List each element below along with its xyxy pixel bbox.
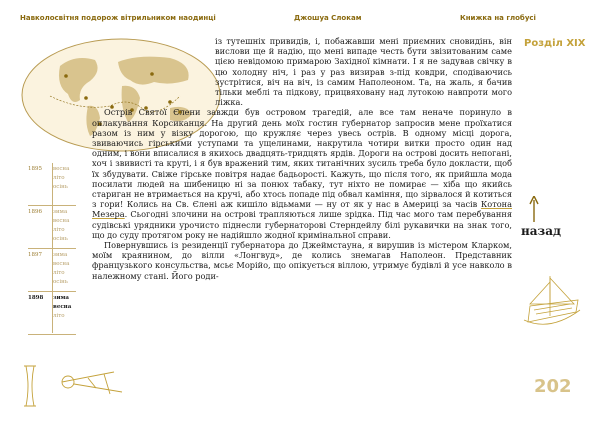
timeline-year-label: 1898	[28, 295, 44, 301]
voyage-timeline	[28, 163, 76, 335]
header-book-title: Навколосвітня подорож вітрильником наодинці	[20, 14, 216, 22]
paragraph-2-text-a: Острів Святої Єлени завжди був островом трагедій, але все там неначе поринуло в оплакування Корсиканця. На другий день моїх гостин губернатор запросив мене проїхатися разом із ним у візку дорогою, що кружляє через увесь острів. В одному місці дорога, звиваючись гірськими уступами та ущелинами, накрутила чотири витки просто один над одним, і вони вписалися в якихось двадцять-тридцять ярдів. Дороги на острові досить непогані, хоч і звивисті та круті, і я був вражений тим, яких титанічних зусиль треба було докласти, щоб їх збудувати. Свіже гірське повітря надає бадьорості. Кажуть, що після того, як прийшла мода посилати людей на шибеницю ні за понюх табаку, тут ніхто не помирає — хіба що якийсь стариган не втримається на кручі, або хтось попаде під обвал каміння, що зірвалося й котиться з гори! Колись на Св. Єлені аж кишіло відьмами — ну от як у нас в Америці за часів	[92, 107, 512, 210]
section-label: Розділ XIX	[524, 38, 586, 49]
timeline-year-label: 1897	[28, 252, 42, 258]
timeline-season[interactable]: зима	[53, 295, 69, 301]
timeline-season[interactable]: зима	[53, 252, 68, 258]
timeline-season[interactable]: весна	[53, 261, 70, 267]
timeline-year-1898[interactable]	[28, 292, 76, 335]
timeline-year-1896[interactable]	[28, 206, 76, 249]
timeline-season[interactable]: літо	[53, 313, 65, 319]
timeline-season[interactable]: зима	[53, 209, 68, 215]
timeline-season[interactable]: осінь	[53, 184, 68, 190]
paragraph-2-text-b: . Сьогодні злочини на острові трапляються лише зрідка. Під час мого там перебування судівські урядники урочисто піднесли губернаторові Стерндейлу білі рукавички на знак того, що до суду протягом року не надійшло жодної кримінальної справи.	[92, 209, 512, 240]
header-series: Книжка на глобусі	[460, 14, 536, 22]
header-author: Джошуа Слокам	[294, 14, 362, 22]
page-number: 202	[534, 376, 572, 397]
timeline-seasons	[53, 251, 69, 287]
timeline-season[interactable]: осінь	[53, 279, 68, 285]
timeline-season[interactable]: весна	[53, 218, 70, 224]
page-header	[0, 0, 600, 28]
paragraph-3: Повернувшись із резиденції губернатора до Джеймстауна, я вирушив із містером Кларком, моїм краянином, до вілли «Лонгвуд», де колись знемагав Наполеон. Представник французького консульства, мсьє Морійо, що опікується віллою, утримує будівлі й усе навколо в належному стані. Його роди-	[92, 240, 512, 281]
timeline-year-label: 1896	[28, 209, 42, 215]
paragraph-2	[92, 107, 512, 240]
navigation-tools-illustration	[18, 358, 128, 413]
cotton-mather-link[interactable]: Котона Мезера	[92, 199, 512, 220]
timeline-season[interactable]: весна	[53, 304, 72, 310]
paragraph-1: із тутешніх привидів, і, побажавши мені приємних сновидінь, він вислови ще й надію, що мені випаде честь бути звізитованим саме цією невідомою примарою Західної кімнати. І я не задував свічку в цю холодну ніч, і раз у раз визирав з-під ковдри, сподіваючись зустрітися, віч на віч, із самим Наполеоном. Та, на жаль, я бачив тільки меблі та підкову, прицвяховану над лутокою навпроти мого ліжка.	[215, 36, 512, 108]
timeline-season[interactable]: осінь	[53, 236, 68, 242]
timeline-seasons	[53, 294, 71, 321]
back-arrow-icon[interactable]	[528, 196, 540, 222]
timeline-year-label: 1895	[28, 166, 42, 172]
timeline-season[interactable]: літо	[53, 227, 65, 233]
back-link[interactable]: назад	[521, 224, 561, 238]
timeline-season[interactable]: весна	[53, 166, 70, 172]
timeline-seasons	[53, 208, 69, 244]
body-text	[92, 36, 512, 281]
timeline-year-1895[interactable]	[28, 163, 76, 206]
sailing-ship-illustration	[520, 270, 584, 342]
timeline-year-1897[interactable]	[28, 249, 76, 292]
timeline-season[interactable]: літо	[53, 175, 65, 181]
timeline-seasons	[53, 165, 69, 192]
timeline-season[interactable]: літо	[53, 270, 65, 276]
